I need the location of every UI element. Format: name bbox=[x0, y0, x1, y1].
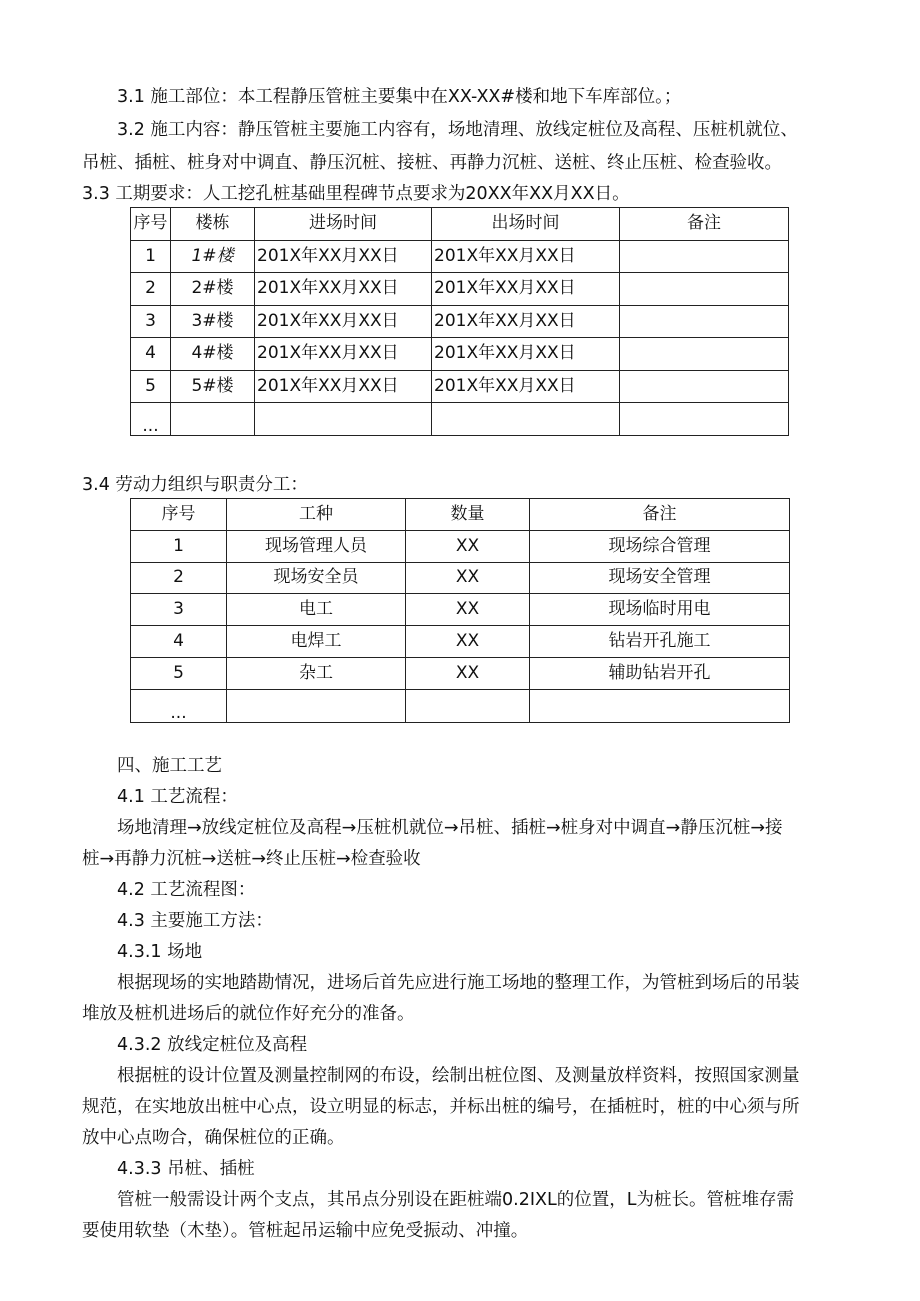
section-4-heading: 四、施工工艺 bbox=[117, 756, 222, 776]
table-cell: 辅助钻岩开孔 bbox=[530, 657, 790, 689]
header-cell: 楼栋 bbox=[171, 208, 255, 241]
para-3-2-line1: 3.2 施工内容：静压管桩主要施工内容有，场地清理、放线定桩位及高程、压桩机就位、 bbox=[117, 120, 798, 140]
table-cell: 3 bbox=[131, 305, 171, 338]
table-cell: 201X年XX月XX日 bbox=[255, 305, 432, 338]
header-cell: 备注 bbox=[620, 208, 789, 241]
table-cell: 201X年XX月XX日 bbox=[255, 370, 432, 403]
table-cell: 电焊工 bbox=[227, 626, 406, 658]
para-4-3-1-line1: 根据现场的实地踏勘情况，进场后首先应进行施工场地的整理工作，为管桩到场后的吊装 bbox=[117, 973, 800, 993]
table-cell: 201X年XX月XX日 bbox=[432, 305, 620, 338]
table-cell: 2#楼 bbox=[171, 273, 255, 306]
table-cell: 201X年XX月XX日 bbox=[432, 273, 620, 306]
table-cell bbox=[620, 240, 789, 273]
table-cell bbox=[171, 403, 255, 436]
table-row bbox=[131, 240, 789, 273]
header-cell: 出场时间 bbox=[432, 208, 620, 241]
table-cell: 1 bbox=[131, 240, 171, 273]
header-cell: 数量 bbox=[406, 499, 530, 531]
table-row bbox=[131, 626, 790, 658]
table-cell: 1#楼 bbox=[171, 240, 255, 273]
table-row bbox=[131, 594, 790, 626]
para-4-3-1-line2: 堆放及桩机进场后的就位作好充分的准备。 bbox=[82, 1004, 415, 1024]
flow-line1: 场地清理→放线定桩位及高程→压桩机就位→吊桩、插桩→桩身对中调直→静压沉桩→接 bbox=[117, 818, 783, 838]
header-cell: 进场时间 bbox=[255, 208, 432, 241]
table-row bbox=[131, 338, 789, 371]
para-4-3-2-line3: 放中心点吻合，确保桩位的正确。 bbox=[82, 1128, 345, 1148]
table-cell bbox=[432, 403, 620, 436]
para-4-3-3-line1: 管桩一般需设计两个支点，其吊点分别设在距桩端0.2IXL的位置，L为桩长。管桩堆存需 bbox=[117, 1190, 794, 1210]
para-4-2: 4.2 工艺流程图： bbox=[117, 880, 256, 900]
table-cell: 201X年XX月XX日 bbox=[432, 240, 620, 273]
para-4-3-2: 4.3.2 放线定桩位及高程 bbox=[117, 1035, 308, 1055]
table-cell: 4 bbox=[131, 626, 227, 658]
table-row bbox=[131, 657, 790, 689]
para-4-3-2-line1: 根据桩的设计位置及测量控制网的布设，绘制出桩位图、及测量放样资料，按照国家测量 bbox=[117, 1066, 800, 1086]
header-cell: 序号 bbox=[131, 208, 171, 241]
table-cell: 201X年XX月XX日 bbox=[255, 273, 432, 306]
table-row bbox=[131, 562, 790, 594]
table-cell: XX bbox=[406, 530, 530, 562]
para-4-3-2-line2: 规范，在实地放出桩中心点，设立明显的标志，并标出桩的编号，在插桩时，桩的中心须与所 bbox=[82, 1097, 800, 1117]
table-cell bbox=[620, 370, 789, 403]
header-cell: 备注 bbox=[530, 499, 790, 531]
table-cell: 5 bbox=[131, 370, 171, 403]
table-cell bbox=[406, 689, 530, 722]
table-cell bbox=[620, 305, 789, 338]
flow-line2: 桩→再静力沉桩→送桩→终止压桩→检查验收 bbox=[82, 849, 421, 869]
table-cell bbox=[620, 338, 789, 371]
para-4-3-3: 4.3.3 吊桩、插桩 bbox=[117, 1159, 255, 1179]
table-cell: ... bbox=[131, 689, 227, 722]
table-cell: XX bbox=[406, 626, 530, 658]
table-cell bbox=[620, 273, 789, 306]
para-3-2-line2: 吊桩、插桩、桩身对中调直、静压沉桩、接桩、再静力沉桩、送桩、终止压桩、检查验收。 bbox=[82, 153, 782, 173]
labor-table bbox=[130, 498, 790, 723]
table-cell: 5#楼 bbox=[171, 370, 255, 403]
table-cell: 现场安全员 bbox=[227, 562, 406, 594]
header-cell: 工种 bbox=[227, 499, 406, 531]
para-4-1: 4.1 工艺流程： bbox=[117, 787, 238, 807]
schedule-table bbox=[130, 207, 789, 436]
table-cell: 现场安全管理 bbox=[530, 562, 790, 594]
table-cell: 3#楼 bbox=[171, 305, 255, 338]
table-cell: XX bbox=[406, 594, 530, 626]
table-cell: 现场管理人员 bbox=[227, 530, 406, 562]
para-3-4: 3.4 劳动力组织与职责分工： bbox=[82, 475, 308, 495]
table-cell: 201X年XX月XX日 bbox=[255, 338, 432, 371]
table-row bbox=[131, 403, 789, 436]
table-cell bbox=[227, 689, 406, 722]
para-4-3-1: 4.3.1 场地 bbox=[117, 942, 203, 962]
table-cell bbox=[255, 403, 432, 436]
table-cell: 现场临时用电 bbox=[530, 594, 790, 626]
table-cell: 4#楼 bbox=[171, 338, 255, 371]
table-cell: 201X年XX月XX日 bbox=[255, 240, 432, 273]
table-row bbox=[131, 370, 789, 403]
table-cell: 2 bbox=[131, 273, 171, 306]
table-cell bbox=[620, 403, 789, 436]
para-3-1: 3.1 施工部位：本工程静压管桩主要集中在XX-XX#楼和地下车库部位。； bbox=[117, 87, 682, 107]
table-cell: ... bbox=[131, 403, 171, 436]
para-4-3-3-line2: 要使用软垫（木垫）。管桩起吊运输中应免受振动、冲撞。 bbox=[82, 1221, 529, 1241]
table-header-row bbox=[131, 499, 790, 531]
table-cell: 1 bbox=[131, 530, 227, 562]
table-row bbox=[131, 273, 789, 306]
table-cell: 201X年XX月XX日 bbox=[432, 338, 620, 371]
para-4-3: 4.3 主要施工方法： bbox=[117, 911, 273, 931]
table-cell: 201X年XX月XX日 bbox=[432, 370, 620, 403]
table-cell: 杂工 bbox=[227, 657, 406, 689]
header-cell: 序号 bbox=[131, 499, 227, 531]
table-cell: XX bbox=[406, 562, 530, 594]
table-cell: 4 bbox=[131, 338, 171, 371]
table-cell: 钻岩开孔施工 bbox=[530, 626, 790, 658]
table-cell: 电工 bbox=[227, 594, 406, 626]
table-cell: 5 bbox=[131, 657, 227, 689]
table-header-row bbox=[131, 208, 789, 241]
table-cell: 2 bbox=[131, 562, 227, 594]
table-row bbox=[131, 305, 789, 338]
table-cell bbox=[530, 689, 790, 722]
table-cell: XX bbox=[406, 657, 530, 689]
table-cell: 现场综合管理 bbox=[530, 530, 790, 562]
table-cell: 3 bbox=[131, 594, 227, 626]
table-row bbox=[131, 530, 790, 562]
table-row bbox=[131, 689, 790, 722]
para-3-3: 3.3 工期要求：人工挖孔桩基础里程碑节点要求为20XX年XX月XX日。 bbox=[82, 184, 630, 204]
